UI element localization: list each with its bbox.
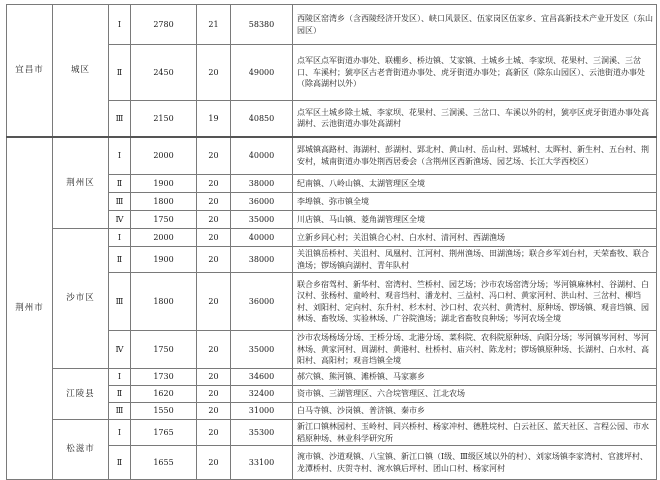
area-cell: 联合乡宿驾村、新华村、窑湾村、竺桥村、园艺场；沙市农场窑湾分场；岑河镇麻林村、谷湖村、白汉村、张杨村、童岭村、观音垱村、潘龙村、三益村、冯口村、黄家河村、洪山村、三岔村、柳垱村、刘阳村、定向村、东升村、杉木村、沙口村、农兴村、黄湾村、原种场、锣场镇、观音垱镇、园林场、畜牧场、实验林场、广谷院渔场；湖北省畜牧良种场；岑河农场全境 [293,273,657,331]
multiplier-cell: 20 [197,386,231,403]
price-cell: 2000 [131,137,197,175]
price-cell: 1655 [131,446,197,480]
multiplier-cell: 20 [197,369,231,386]
multiplier-cell: 20 [197,193,231,211]
district-cell: 松滋市 [53,420,109,480]
multiplier-cell: 20 [197,403,231,420]
total-cell: 34600 [231,369,293,386]
grade-cell: Ⅱ [109,45,131,101]
city-cell: 荆州市 [7,137,53,480]
price-cell: 1900 [131,175,197,193]
grade-cell: Ⅳ [109,331,131,369]
price-cell: 1800 [131,273,197,331]
price-cell: 2780 [131,5,197,45]
grade-cell: Ⅰ [109,369,131,386]
area-cell: 新江口镇林园村、玉岭村、同兴桥村、杨家冲村、德胜垸村、白云社区、蓝天社区、言程公园、市水稻原种场、林业科学研究所 [293,420,657,446]
grade-cell: Ⅰ [109,229,131,247]
total-cell: 36000 [231,193,293,211]
area-cell: 点军区点军街道办事处、联棚乡、桥边镇、艾家镇、土城乡土城、李家坝、花果村、三洞溪、三岔口、车溪村；猇亭区古老背街道办事处、虎牙街道办事处；高新区（除东山园区）、云池街道办事处（除高湖村以外） [293,45,657,101]
grade-cell: Ⅰ [109,420,131,446]
grade-cell: Ⅲ [109,403,131,420]
grade-cell: Ⅱ [109,446,131,480]
grade-cell: Ⅰ [109,137,131,175]
price-cell: 2450 [131,45,197,101]
grade-cell: Ⅲ [109,193,131,211]
grade-cell: Ⅲ [109,273,131,331]
grade-cell: Ⅲ [109,101,131,137]
multiplier-cell: 20 [197,45,231,101]
multiplier-cell: 20 [197,273,231,331]
district-cell: 荆州区 [53,137,109,229]
price-cell: 1730 [131,369,197,386]
price-cell: 1900 [131,247,197,273]
price-cell: 1750 [131,331,197,369]
grade-cell: Ⅰ [109,5,131,45]
price-cell: 2150 [131,101,197,137]
area-cell: 川店镇、马山镇、菱角湖管理区全境 [293,211,657,229]
table-row [7,137,657,175]
area-cell: 沙市农场杨场分场、王桥分场、北港分场、菜科院、农科院原种场、向阳分场；岑河镇岑河村、岑河林场、黄家河村、周湖村、黄港村、杜桥村、庙兴村、陈龙村；锣场镇原种场、长湖村、白水村、高阳村、高阳村；观音垱镇全境 [293,331,657,369]
total-cell: 38000 [231,247,293,273]
multiplier-cell: 20 [197,229,231,247]
price-cell: 1800 [131,193,197,211]
area-cell: 点军区土城乡除土城、李家坝、花果村、三洞溪、三岔口、车溪以外的村，猇亭区虎牙街道办事处高湖村、云池街道办事处高湖村 [293,101,657,137]
multiplier-cell: 20 [197,420,231,446]
total-cell: 35000 [231,331,293,369]
district-cell: 江陵县 [53,369,109,420]
multiplier-cell: 20 [197,137,231,175]
price-cell: 1765 [131,420,197,446]
total-cell: 35000 [231,211,293,229]
total-cell: 40000 [231,229,293,247]
multiplier-cell: 20 [197,211,231,229]
area-cell: 西陵区窑湾乡（含西陵经济开发区）、峡口风景区、伍家岗区伍家乡、宜昌高新技术产业开发区（东山园区） [293,5,657,45]
area-cell: 白马寺镇、沙岗镇、普济镇、秦市乡 [293,403,657,420]
district-cell: 沙市区 [53,229,109,369]
area-cell: 立新乡同心村；关沮镇合心村、白水村、清河村、西湖渔场 [293,229,657,247]
total-cell: 40000 [231,137,293,175]
total-cell: 32400 [231,386,293,403]
multiplier-cell: 20 [197,247,231,273]
total-cell: 31000 [231,403,293,420]
multiplier-cell: 20 [197,446,231,480]
city-cell: 宜昌市 [7,5,53,137]
total-cell: 33100 [231,446,293,480]
total-cell: 36000 [231,273,293,331]
total-cell: 49000 [231,45,293,101]
grade-cell: Ⅱ [109,386,131,403]
table-row [7,229,657,247]
area-cell: 李埠镇、弥市镇全境 [293,193,657,211]
grade-cell: Ⅱ [109,175,131,193]
total-cell: 38000 [231,175,293,193]
price-cell: 2000 [131,229,197,247]
multiplier-cell: 20 [197,175,231,193]
price-cell: 1620 [131,386,197,403]
grade-cell: Ⅳ [109,211,131,229]
total-cell: 40850 [231,101,293,137]
price-cell: 1550 [131,403,197,420]
multiplier-cell: 20 [197,331,231,369]
district-cell: 城区 [53,5,109,137]
land-price-table [6,4,657,480]
area-cell: 郝穴镇、熊河镇、滩桥镇、马家寨乡 [293,369,657,386]
multiplier-cell: 21 [197,5,231,45]
table-row [7,5,657,45]
total-cell: 35300 [231,420,293,446]
area-cell: 关沮镇岳桥村、关沮村、凤凰村、江河村、荆州渔场、田湖渔场；联合乡军刘台村，天荣畜牧、联合渔场；锣场镇向湖村、青年队村 [293,247,657,273]
area-cell: 资市镇、三湖管理区、六合垸管理区、江北农场 [293,386,657,403]
table-row [7,420,657,446]
area-cell: 郢城镇高路村、海湖村、彭湖村、郢北村、黄山村、岳山村、郢城村、太晖村、新生村、五台村、荆安村，城南街道办事处荆西居委会（含荆州区西新渔场、园艺场、长江大学西校区） [293,137,657,175]
total-cell: 58380 [231,5,293,45]
multiplier-cell: 19 [197,101,231,137]
price-cell: 1750 [131,211,197,229]
grade-cell: Ⅱ [109,247,131,273]
area-cell: 纪南镇、八岭山镇、太湖管理区全境 [293,175,657,193]
area-cell: 涴市镇、沙道观镇、八宝镇、新江口镇（Ⅰ级、Ⅲ级区域以外的村）、刘家场镇李家湾村、官渡坪村、龙潭桥村、庆贺寺村、涴水镇后坪村、团山口村、杨家河村 [293,446,657,480]
table-row [7,369,657,386]
